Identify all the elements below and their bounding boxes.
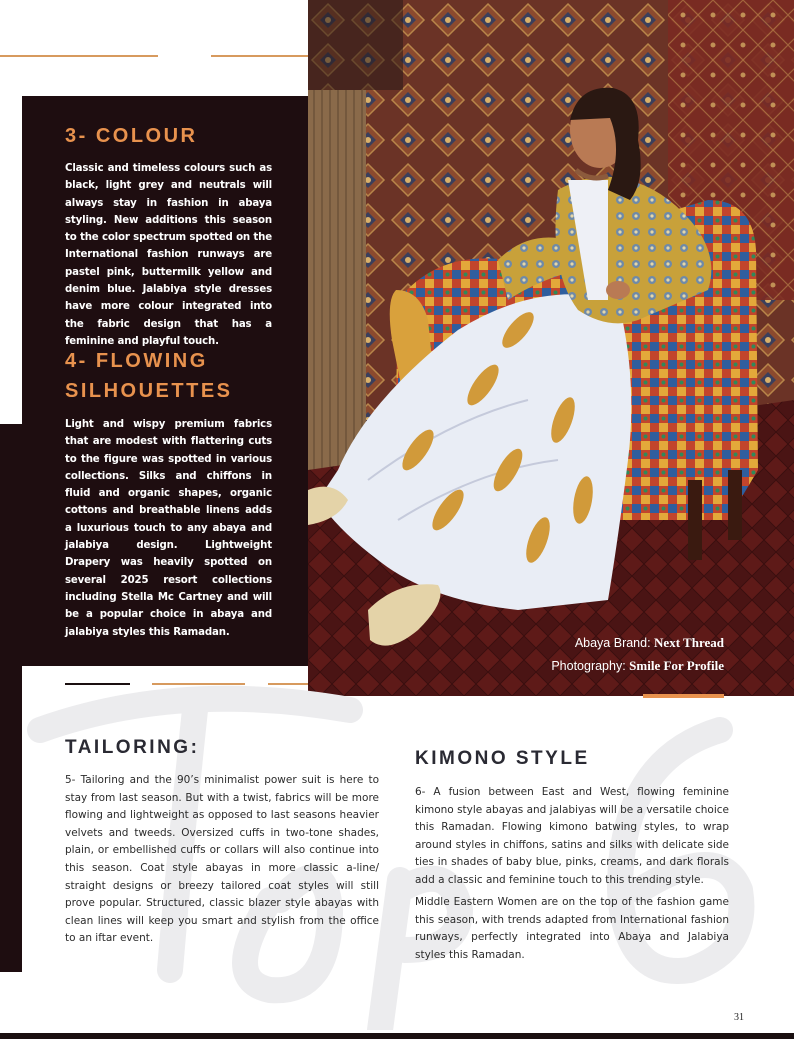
fashion-photo — [308, 0, 794, 696]
kimono-body-1: 6- A fusion between East and West, flowing feminine kimono style abayas and jalabiyas will be a versatile choice this Ramadan. Flowing kimono batwing styles, to wrap around styles in chiffons, satins and silks with delicate side ties in shades of baby blue, pinks, creams, and dark florals add a classic and feminine touch to this trending style. — [415, 786, 729, 886]
colour-body: Classic and timeless colours such as black, light grey and neutrals will always stay in fashion in abaya styling. New additions this season to the color spectrum spotted on the International fashion runways are pastel pink, buttermilk yellow and denim blue. Jalabiya style dresses have more colour integrated into the fabric design that has a feminine and playful touch. — [65, 163, 272, 347]
photo-credit-photography — [551, 658, 724, 674]
photo-credit-brand — [575, 635, 724, 651]
page-number: 31 — [734, 1012, 744, 1023]
divider-dark — [65, 683, 130, 685]
flowing-body: Light and wispy premium fabrics that are modest with flattering cuts to the figure was spotted in various collections. Silks and chiffons in fluid and organic shapes, organic cottons and breathable linens adds a luxurious touch to any abaya and jalabiya design. Lightweight Drapery was heavily spotted on several 2025 resort collections including Stella Mc Cartney and will be a popular choice in abaya and jalabiya styles this Ramadan. — [65, 419, 272, 638]
kimono-heading: KIMONO STYLE — [415, 748, 590, 769]
photo-bottom-accent — [643, 694, 724, 698]
colour-heading: 3- COLOUR — [65, 125, 198, 147]
left-accent-bar — [0, 424, 22, 972]
photo-credit-brand-value: Next Thread — [654, 635, 724, 650]
photo-credit-photo-label: Photography: — [551, 659, 626, 673]
top-rule-right — [211, 55, 308, 57]
tailoring-heading: TAILORING: — [65, 737, 200, 758]
tailoring-body: 5- Tailoring and the 90’s minimalist power suit is here to stay from last season. But with a twist, fabrics will be more flowing and lightweight as opposed to last seasons heavier velvets and tweeds. Oversized cuffs in two-tone shades, plain, or embellished cuffs or collars will also continue into this season. Coat style abayas in more classic a-line/ straight designs or breezy tailored coat styles will still prove popular. Structured, classic blazer style abayas with clean lines will keep you smart and stylish from the office to an iftar event. — [65, 774, 379, 945]
bottom-bar — [0, 1033, 794, 1039]
photo-credit-photo-value: Smile For Profile — [629, 658, 724, 673]
divider-gold-1 — [152, 683, 245, 685]
divider-gold-2 — [268, 683, 308, 685]
top-rule-left — [0, 55, 158, 57]
flowing-heading-line1: 4- FLOWING — [65, 350, 208, 372]
kimono-body-2: Middle Eastern Women are on the top of the fashion game this season, with trends adapted from International fashion runways, perfectly integrated into Abaya and Jalabiya styles this Ramadan. — [415, 896, 729, 961]
flowing-heading-line2: SILHOUETTES — [65, 380, 233, 402]
fashion-photo-illustration — [308, 0, 794, 696]
photo-credit-brand-label: Abaya Brand: — [574, 636, 651, 650]
